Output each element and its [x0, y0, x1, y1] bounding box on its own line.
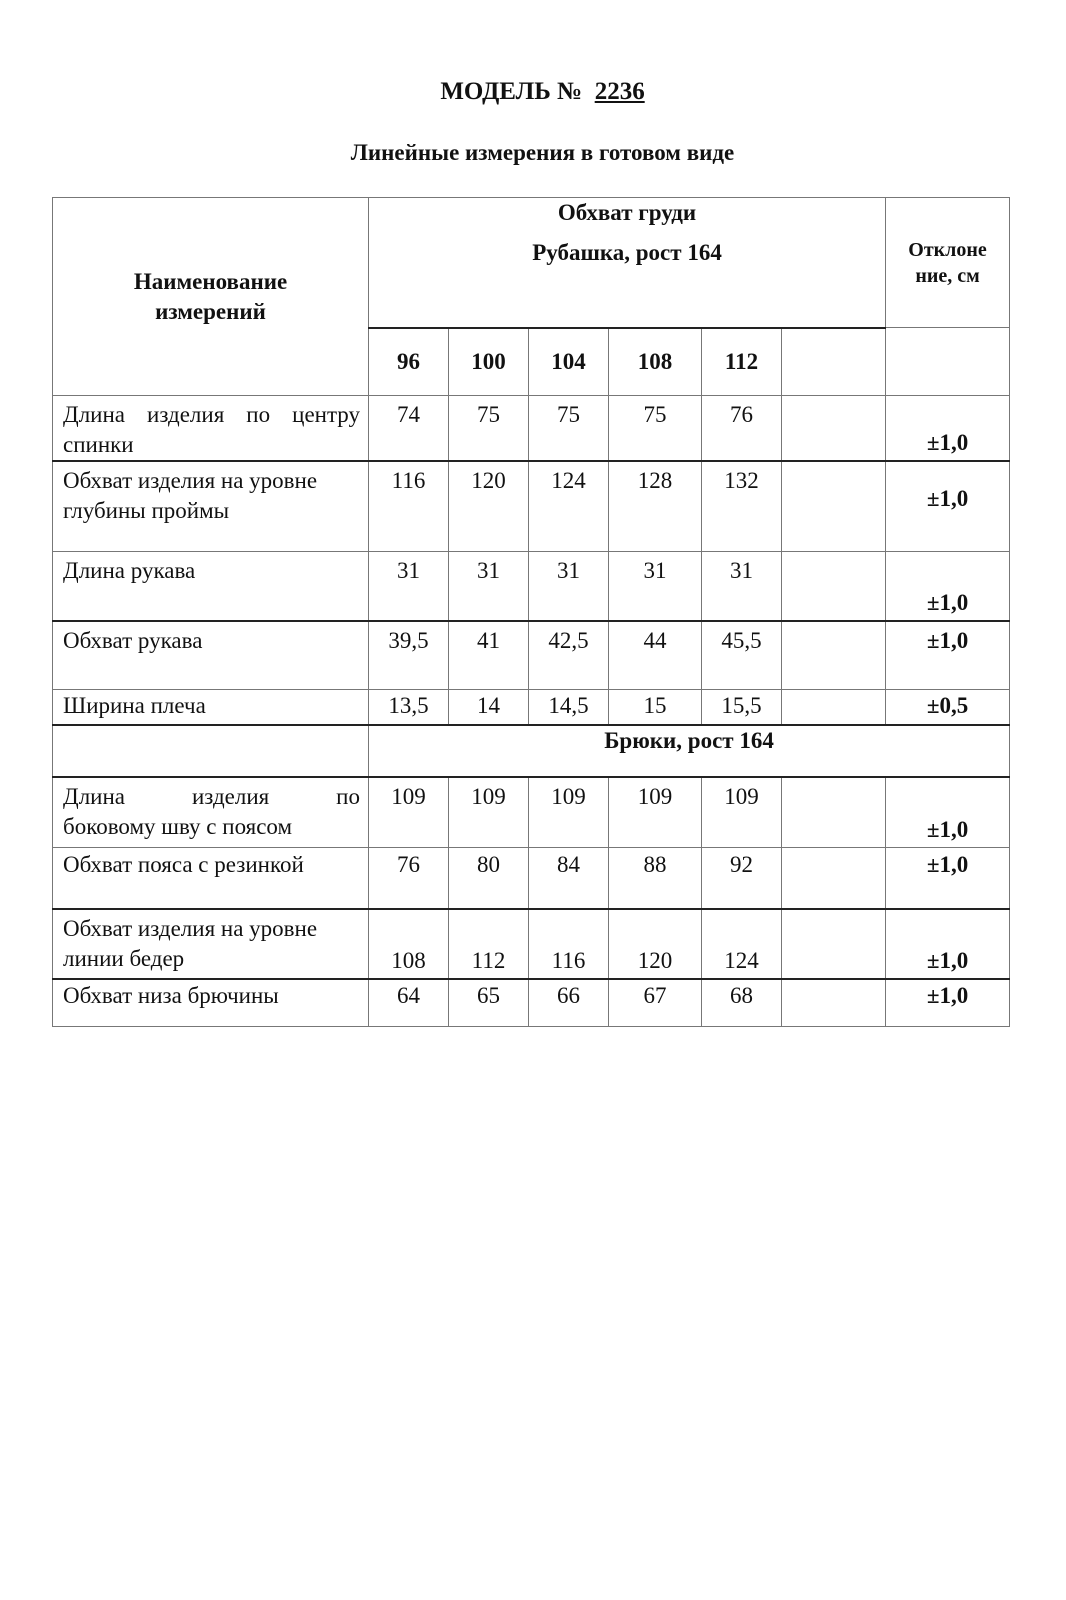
value-cell: 112 [449, 909, 529, 979]
measurement-label [53, 396, 369, 462]
table-row [53, 461, 1010, 551]
table-row [53, 777, 1010, 847]
value-cell: 75 [449, 396, 529, 462]
label-line: Обхват рукава [63, 628, 203, 653]
value-cell: 41 [449, 621, 529, 689]
value-cell: 65 [449, 979, 529, 1026]
empty-cell [782, 551, 886, 621]
deviation-cell: ±0,5 [886, 689, 1010, 725]
value-cell: 116 [369, 461, 449, 551]
label-line: Длина изделия по [63, 784, 360, 809]
empty-cell [53, 725, 369, 777]
deviation-cell: ±1,0 [886, 979, 1010, 1026]
value-cell: 31 [449, 551, 529, 621]
value-cell: 108 [369, 909, 449, 979]
document-subtitle: Линейные измерения в готовом виде [350, 140, 735, 165]
table-row [53, 396, 1010, 462]
title-prefix: МОДЕЛЬ № [440, 78, 583, 105]
value-cell: 92 [702, 847, 782, 909]
label-line: Длина изделия по центру [63, 402, 360, 427]
value-cell: 109 [529, 777, 609, 847]
label-line: Обхват изделия на уровне [63, 468, 318, 493]
measurement-label [53, 909, 369, 979]
label-line: боковому шву с поясом [63, 814, 293, 839]
model-number: 2236 [594, 78, 645, 105]
deviation-cell: ±1,0 [886, 461, 1010, 551]
header-name-line2: измерений [155, 298, 266, 324]
deviation-cell: ±1,0 [886, 777, 1010, 847]
measurement-label [53, 689, 369, 725]
value-cell: 66 [529, 979, 609, 1026]
measurements-table [52, 197, 1010, 1027]
label-line: спинки [63, 432, 134, 457]
value-cell: 84 [529, 847, 609, 909]
deviation-cell: ±1,0 [886, 621, 1010, 689]
empty-cell [782, 689, 886, 725]
label-line: линии бедер [63, 946, 185, 971]
table-row [53, 979, 1010, 1026]
empty-cell [782, 909, 886, 979]
header-deviation-cell [886, 198, 1010, 328]
measurement-label [53, 777, 369, 847]
value-cell: 88 [609, 847, 702, 909]
header-name-line1: Наименование [133, 268, 288, 294]
table-row [53, 551, 1010, 621]
value-cell: 31 [609, 551, 702, 621]
label-line: Длина рукава [63, 557, 196, 583]
table-row [53, 689, 1010, 725]
value-cell: 39,5 [369, 621, 449, 689]
value-cell: 109 [449, 777, 529, 847]
size-header: 96 [369, 328, 449, 396]
value-cell: 109 [369, 777, 449, 847]
value-cell: 109 [702, 777, 782, 847]
deviation-cell: ±1,0 [886, 847, 1010, 909]
value-cell: 15 [609, 689, 702, 725]
value-cell: 76 [702, 396, 782, 462]
value-cell: 120 [609, 909, 702, 979]
header-group-line1: Обхват груди [557, 200, 697, 225]
section-row [53, 725, 1010, 777]
value-cell: 13,5 [369, 689, 449, 725]
value-cell: 109 [609, 777, 702, 847]
value-cell: 31 [702, 551, 782, 621]
empty-cell [782, 847, 886, 909]
label-line: Обхват пояса с резинкой [63, 851, 304, 877]
value-cell: 120 [449, 461, 529, 551]
value-cell: 74 [369, 396, 449, 462]
empty-cell [782, 328, 886, 396]
value-cell: 14,5 [529, 689, 609, 725]
trousers-section-header: Брюки, рост 164 [369, 725, 1010, 777]
value-cell: 64 [369, 979, 449, 1026]
size-header: 100 [449, 328, 529, 396]
measurement-label [53, 979, 369, 1026]
label-line: Обхват изделия на уровне [63, 916, 318, 941]
label-line: Ширина плеча [63, 692, 206, 718]
header-deviation-line1: Отклоне [908, 238, 987, 261]
value-cell: 14 [449, 689, 529, 725]
header-group-line2: Рубашка, рост 164 [532, 240, 722, 265]
value-cell: 80 [449, 847, 529, 909]
empty-cell [782, 461, 886, 551]
value-cell: 42,5 [529, 621, 609, 689]
label-line: Обхват низа брючины [63, 983, 279, 1008]
size-header: 108 [609, 328, 702, 396]
empty-cell [782, 396, 886, 462]
empty-cell [782, 621, 886, 689]
value-cell: 76 [369, 847, 449, 909]
label-line: глубины проймы [63, 498, 230, 523]
measurement-label [53, 621, 369, 689]
value-cell: 31 [369, 551, 449, 621]
table-row [53, 909, 1010, 979]
size-header: 112 [702, 328, 782, 396]
value-cell: 31 [529, 551, 609, 621]
value-cell: 15,5 [702, 689, 782, 725]
value-cell: 67 [609, 979, 702, 1026]
deviation-cell: ±1,0 [886, 551, 1010, 621]
value-cell: 68 [702, 979, 782, 1026]
size-header: 104 [529, 328, 609, 396]
value-cell: 44 [609, 621, 702, 689]
empty-cell [782, 979, 886, 1026]
empty-cell [782, 777, 886, 847]
header-group-cell [369, 198, 886, 328]
measurement-label [53, 847, 369, 909]
document-title [0, 78, 1066, 106]
value-cell: 124 [702, 909, 782, 979]
table-row [53, 847, 1010, 909]
measurement-label [53, 461, 369, 551]
value-cell: 124 [529, 461, 609, 551]
measurement-label [53, 551, 369, 621]
table-row [53, 621, 1010, 689]
deviation-cell: ±1,0 [886, 909, 1010, 979]
value-cell: 132 [702, 461, 782, 551]
value-cell: 45,5 [702, 621, 782, 689]
header-deviation-line2: ние, см [915, 264, 980, 287]
value-cell: 116 [529, 909, 609, 979]
value-cell: 128 [609, 461, 702, 551]
header-name-cell [53, 198, 369, 396]
value-cell: 75 [609, 396, 702, 462]
value-cell: 75 [529, 396, 609, 462]
empty-cell [886, 328, 1010, 396]
deviation-cell: ±1,0 [886, 396, 1010, 462]
